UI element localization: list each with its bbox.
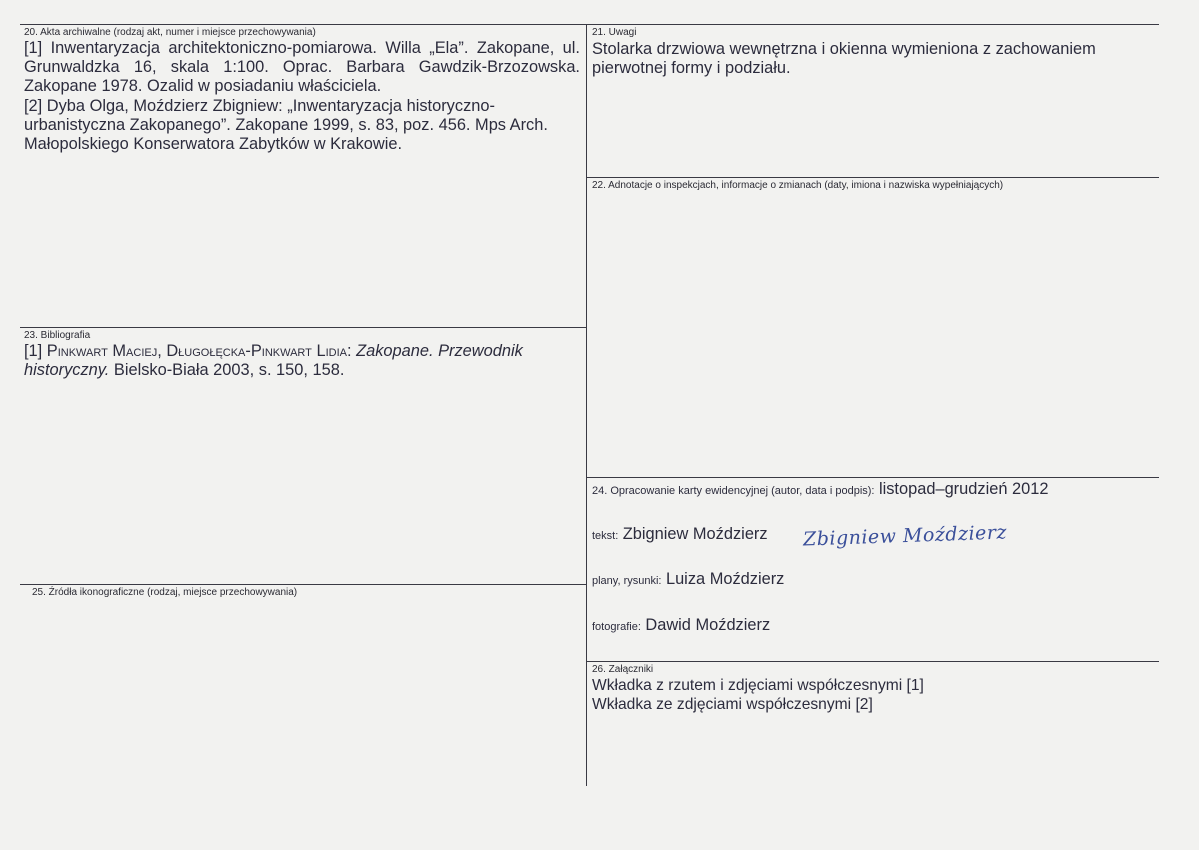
card-date: listopad–grudzień 2012	[878, 480, 1049, 498]
rule-22	[586, 177, 1159, 178]
section-23-header: 23. Bibliografia	[24, 330, 91, 341]
archive-entry-1: [1] Inwentaryzacja architektoniczno-pomiarowa. Willa „Ela”. Zakopane, ul. Grunwaldzka 16, skala 1:100. Oprac. Barbara Gawdzik-Brzozowska. Zakopane 1978. Ozalid w posiadaniu właściciela.	[24, 39, 580, 96]
plans-label: plany, rysunki:	[592, 575, 662, 587]
photos-author-row	[592, 616, 770, 635]
section-24-header: 24. Opracowanie karty ewidencyjnej (autor, data i podpis):	[592, 485, 875, 497]
photos-author: Dawid Moździerz	[645, 616, 771, 634]
bibliography-authors: Pinkwart Maciej, Długołęcka-Pinkwart Lidia	[46, 342, 347, 360]
rule-23	[20, 327, 586, 328]
section-26-header: 26. Załączniki	[592, 664, 654, 675]
attachments-list	[592, 677, 1152, 714]
section-24-header-row	[592, 480, 1048, 499]
bibliography-entry-1	[24, 342, 580, 380]
archive-entry-2: [2] Dyba Olga, Moździerz Zbigniew: „Inwentaryzacja historyczno-urbanistyczna Zakopanego”. Zakopane 1999, s. 83, poz. 456. Mps Arch. Małopolskiego Konserwatora Zabytków w Krakowie.	[24, 96, 548, 154]
text-author: Zbigniew Moździerz	[622, 525, 768, 543]
plans-author-row	[592, 570, 784, 589]
bibliography-colon: :	[346, 342, 357, 360]
section-20-header: 20. Akta archiwalne (rodzaj akt, numer i miejsce przechowywania)	[24, 27, 316, 38]
section-25-header: 25. Źródła ikonograficzne (rodzaj, miejsce przechowywania)	[32, 587, 298, 598]
rule-25	[20, 584, 586, 585]
bibliography-title: Zakopane. Przewodnik historyczny.	[24, 342, 523, 380]
bibliography-rest: Bielsko-Biała 2003, s. 150, 158.	[109, 361, 345, 380]
section-21-text: Stolarka drzwiowa wewnętrzna i okienna wymieniona z zachowaniem pierwotnej formy i podziału.	[592, 40, 1096, 78]
plans-author: Luiza Moździerz	[665, 570, 785, 588]
bibliography-prefix: [1]	[24, 342, 47, 360]
column-divider	[586, 24, 587, 786]
text-label: tekst:	[592, 530, 619, 542]
photos-label: fotografie:	[592, 621, 641, 633]
section-20-body	[24, 39, 580, 154]
author-signature: Zbigniew Moździerz	[802, 521, 1008, 551]
rule-26	[586, 661, 1159, 662]
rule-24	[586, 477, 1159, 478]
text-author-row	[592, 525, 768, 544]
section-22-header: 22. Adnotacje o inspekcjach, informacje o zmianach (daty, imiona i nazwiska wypełniających)	[592, 180, 1004, 191]
attachment-item: Wkładka z rzutem i zdjęciami współczesnymi [1]	[592, 677, 924, 694]
section-21-header: 21. Uwagi	[592, 27, 637, 38]
attachment-item: Wkładka ze zdjęciami współczesnymi [2]	[592, 695, 873, 713]
top-rule	[20, 24, 1159, 25]
